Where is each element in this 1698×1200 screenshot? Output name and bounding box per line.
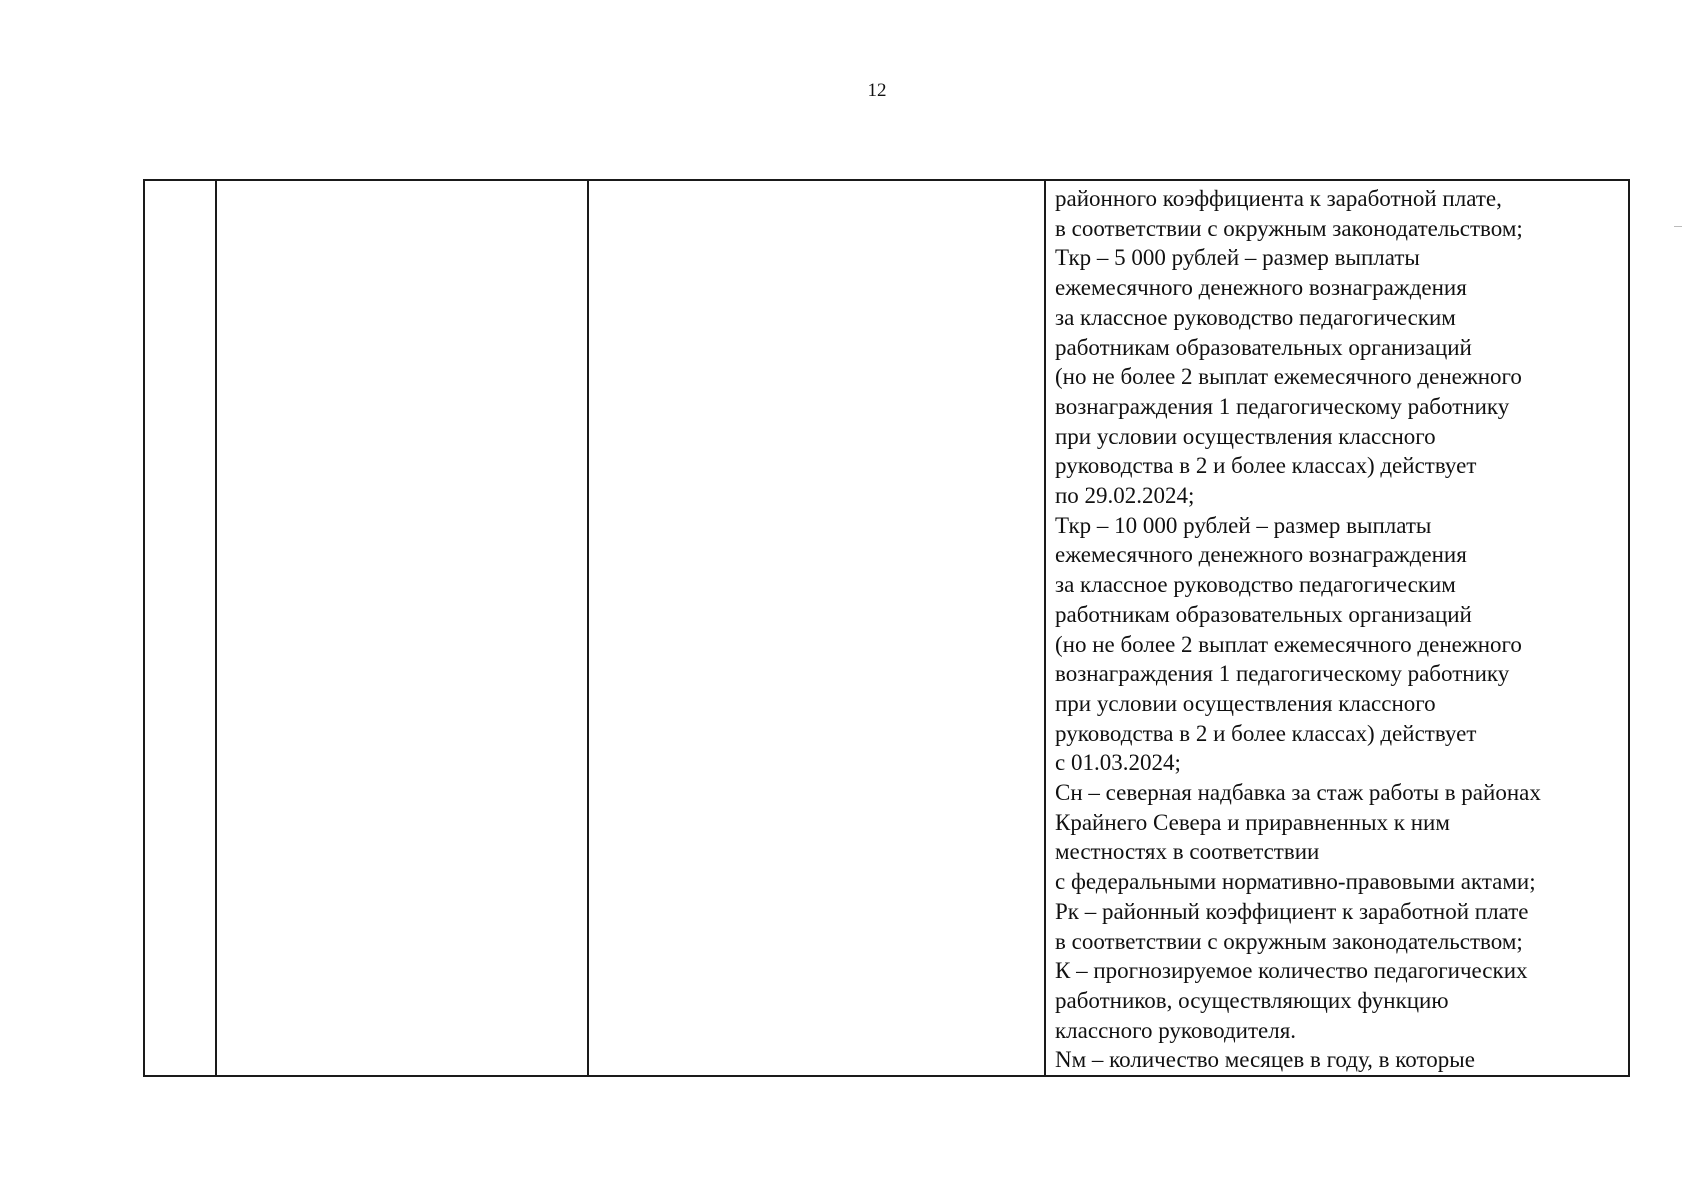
table-cell-name — [216, 180, 588, 1076]
description-line: при условии осуществления классного — [1055, 690, 1436, 716]
table-cell-description — [1045, 180, 1629, 1076]
description-line: с федеральными нормативно-правовыми актами; — [1055, 869, 1536, 895]
description-line: в соответствии с окружным законодательством; — [1055, 928, 1523, 954]
description-line: руководства в 2 и более классах) действует — [1055, 453, 1477, 479]
page-number: 12 — [867, 80, 887, 101]
description-line: руководства в 2 и более классах) действует — [1055, 720, 1477, 746]
description-line: Ткр – 10 000 рублей – размер выплаты — [1055, 512, 1432, 538]
description-line: местностях в соответствии — [1055, 839, 1320, 865]
description-line: по 29.02.2024; — [1055, 483, 1195, 509]
table-cell-formula — [588, 180, 1045, 1076]
description-line: (но не более 2 выплат ежемесячного денежного — [1055, 631, 1522, 657]
description-line: Сн – северная надбавка за стаж работы в районах — [1055, 780, 1541, 806]
description-line: за классное руководство педагогическим — [1055, 304, 1456, 330]
description-line: вознаграждения 1 педагогическому работнику — [1055, 393, 1510, 419]
description-line: работникам образовательных организаций — [1055, 601, 1472, 627]
description-line: ежемесячного денежного вознаграждения — [1055, 542, 1467, 568]
document-table — [143, 179, 1630, 1077]
description-line: с 01.03.2024; — [1055, 750, 1181, 776]
description-line: классного руководителя. — [1055, 1017, 1297, 1043]
table-row — [144, 180, 1629, 1076]
description-line: К – прогнозируемое количество педагогических — [1055, 958, 1528, 984]
description-line: Ткр – 5 000 рублей – размер выплаты — [1055, 245, 1420, 271]
scan-edge-mark — [1674, 226, 1682, 227]
description-line: Рк – районный коэффициент к заработной плате — [1055, 898, 1529, 924]
description-line: работникам образовательных организаций — [1055, 334, 1472, 360]
description-line: Nм – количество месяцев в году, в которые — [1055, 1047, 1475, 1073]
description-line: за классное руководство педагогическим — [1055, 572, 1456, 598]
description-line: в соответствии с окружным законодательством; — [1055, 215, 1523, 241]
description-line: вознаграждения 1 педагогическому работнику — [1055, 661, 1510, 687]
description-line: районного коэффициента к заработной плате, — [1055, 186, 1502, 211]
table-cell-number — [144, 180, 216, 1076]
description-line: (но не более 2 выплат ежемесячного денежного — [1055, 364, 1522, 390]
description-line: ежемесячного денежного вознаграждения — [1055, 275, 1467, 301]
description-line: работников, осуществляющих функцию — [1055, 987, 1449, 1013]
description-line: Крайнего Севера и приравненных к ним — [1055, 809, 1450, 835]
description-line: при условии осуществления классного — [1055, 423, 1436, 449]
